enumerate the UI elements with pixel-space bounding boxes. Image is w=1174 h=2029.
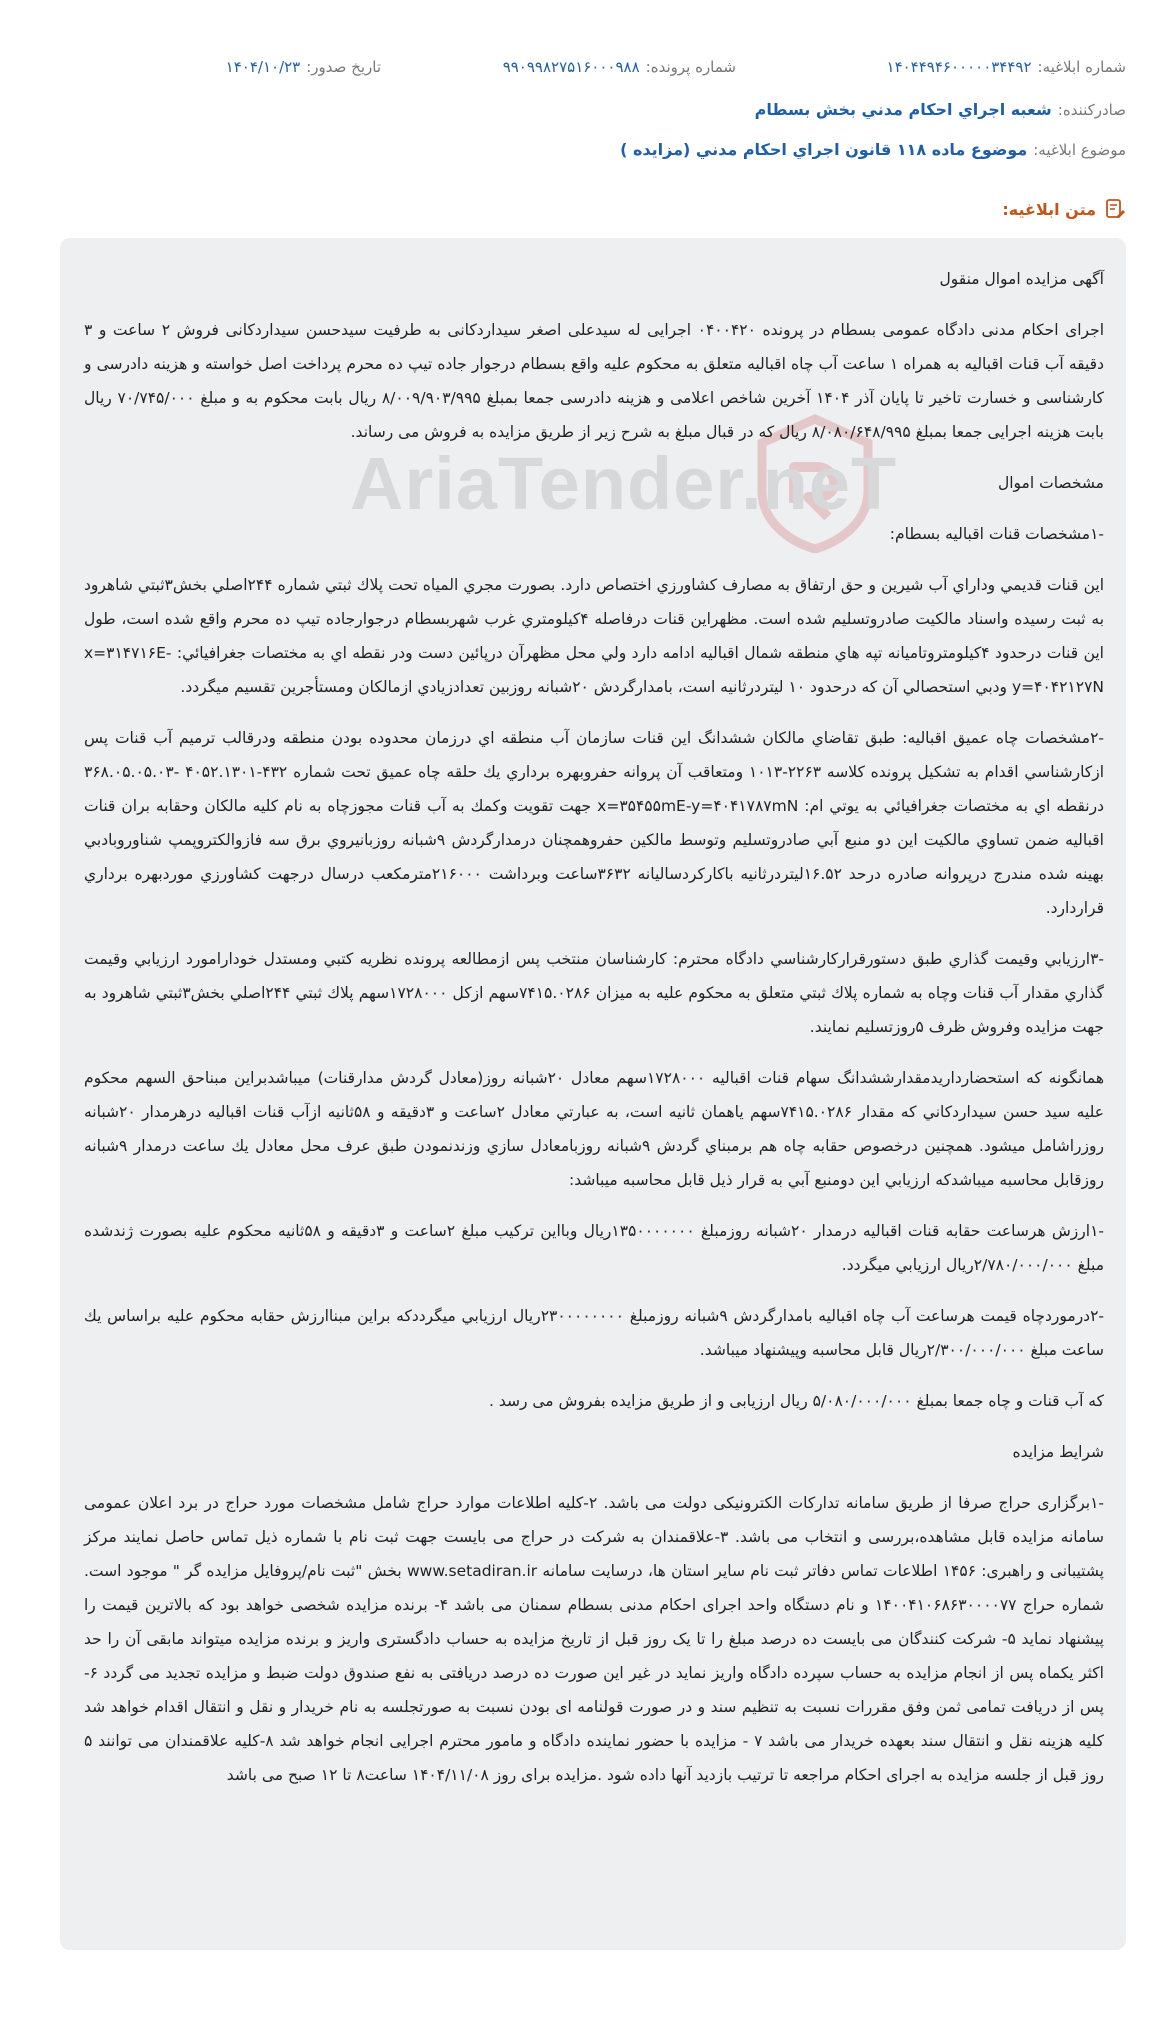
notice-content <box>84 262 1104 1792</box>
case-number <box>503 58 736 76</box>
issue-date-label: تاریخ صدور: <box>306 58 381 76</box>
paragraph-intro: اجرای احکام مدنی دادگاه عمومی بسطام در پرونده ۰۴۰۰۴۲۰ اجرایی له سیدعلی اصغر سیداردکانی به طرفیت سیدحسن سیداردکانی فروش ۲ ساعت و ۳ دقیقه آب قنات اقبالیه به همراه ۱ ساعت آب چاه اقبالیه متعلق به محکوم علیه واقع بسطام درجوار جاده تیپ ده محرم پرداخت اصل خواسته و هزینه دادرسی و کارشناسی و خسارت تاخیر تا پایان آذر ۱۴۰۴ آخرین شاخص اعلامی و هزینه دادرسی جمعا بمبلغ ۸/۰۰۹/۹۰۳/۹۹۵ ریال بابت محکوم به و مبلغ ۷۰/۷۴۵/۰۰۰ ریال بابت هزینه اجرایی جمعا بمبلغ ۸/۰۸۰/۶۴۸/۹۹۵ ریال که در قبال مبلغ به شرح زیر از طریق مزایده به فروش می رساند. <box>84 321 1104 441</box>
notice-text-title <box>1002 198 1126 220</box>
watermark-text: AriaTender.neT <box>350 442 898 525</box>
paragraph-conditions-heading: شرایط مزایده <box>1012 1443 1104 1461</box>
paragraph-shares: همانگونه كه استحضارداريدمقدارششدانگ سهام قنات اقباليه ۱۷۲۸۰۰۰سهم معادل ۲۰شبانه روز(معادل گردش مدارقنات) ميباشدبراين مبناحق السهم محكوم عليه سيد حسن سيداردكاني كه مقدار ۷۴۱۵.۰۲۸۶سهم ياهمان ثانيه است، به عبارتي معادل ۲ساعت و ۳دقيقه و ۵۸ثانيه ازآب قنات اقباليه درهرمدار ۲۰شبانه روزراشامل ميشود. همچنين درخصوص حقابه چاه هم برمبناي گردش ۹شبانه روزبامعادل سازي وزندنمودن طبق عرف محل معادل يك ساعت درمدار ۹شبانه روزقابل محاسبه ميباشدكه ارزيابي اين دومنبع آبي به قرار ذيل قابل محاسبه ميباشد: <box>84 1069 1105 1189</box>
subject-row <box>60 140 1126 159</box>
paragraph-valuation: -۳ارزيابي وقيمت گذاري طبق دستورقراركارشناسي دادگاه محترم: كارشناسان منتخب پس ازمطالعه پرونده نظريه كتبي ومستدل خودارامورد ارزيابي وقيمت گذاري مقدار آب قنات وچاه به شماره پلاك ثبتي متعلق به محكوم عليه به ميزان ۷۴۱۵.۰۲۸۶سهم ازكل ۱۷۲۸۰۰۰سهم پلاك ثبتي ۲۴۴اصلي بخش۳ثبتي شاهرود به جهت مزايده وفروش ظرف ۵روزتسليم نمايند. <box>84 950 1104 1036</box>
issuer-label: صادرکننده: <box>1057 101 1126 119</box>
notice-body <box>60 238 1126 1950</box>
paragraph-assets-heading: مشخصات اموال <box>997 474 1104 492</box>
paragraph-qanat-details: اين قنات قديمي وداراي آب شيرين و حق ارتفاق به مصارف كشاورزي اختصاص دارد. بصورت مجري المياه تحت پلاك ثبتي شماره ۲۴۴اصلي بخش۳ثبتي شاهرود به ثبت رسيده واسناد مالكيت صادروتسليم شده است. مظهراين قنات درفاصله ۴كيلومتري غرب شهربسطام درجوارجاده تيپ ده محرم واقع شده است، طول اين قنات درحدود ۴كيلومتروتاميانه تپه هاي منطقه شمال اقباليه ادامه دارد ولي محل مظهرآن درپائين دست ودر نقطه اي به مختصات جغرافيائي: x=۳۱۴۷۱۶E-y=۴۰۴۲۱۲۷N ودبي استحصالي آن كه درحدود ۱۰ ليتردرثانيه است، بامدارگردش ۲۰شبانه روزبين تعدادزيادي ازمالكان ومستأجرين تقسيم ميگردد. <box>84 576 1105 696</box>
notice-number-value: ۱۴۰۴۴۹۴۶۰۰۰۰۰۳۴۴۹۲ <box>886 58 1032 76</box>
notice-number-label: شماره ابلاغيه: <box>1037 58 1126 76</box>
issuer-row <box>60 100 1126 119</box>
paragraph-well-details: -۲مشخصات چاه عميق اقباليه: طبق تقاضاي مالكان ششدانگ اين قنات سازمان آب منطقه اي درزمان محدوده بودن منطقه ودرقالب ترميم آب قنات پس ازكارشناسي اقدام به تشكيل پرونده كلاسه ۲۲۶۳-۱۰۱۳ ومتعاقب آن پروانه حفروبهره برداري يك حلقه چاه عميق تحت شماره ۴۳۲-۴۰۵۲.۱۳۰۱ -۳۶۸.۰۵.۰۵.۰۳ درنقطه اي به مختصات جغرافيائي به يوتي ام: x=۳۵۴۵۵mE-y=۴۰۴۱۷۸۷mN جهت تقويت وكمك به آب قنات مجوزچاه به نام كليه مالكان وحقابه بران قنات اقباليه ضمن تساوي مالكيت اين دو منبع آبي صادروتسليم وتوسط مالكين حفروهمچنان درمدارگردش ۹شبانه روزبانيروي برق سه فازوالكتروپمپ شناوروبادبي بهينه شده مندرج درپروانه صادره درحد ۱۶.۵۲ليتردرثانيه باكاركردساليانه ۳۶۳۲ساعت وبرداشت ۲۱۶۰۰۰مترمكعب درسال درجهت كشاورزي موردبهره برداري قراردارد. <box>84 729 1105 917</box>
paragraph-total: که آب قنات و چاه جمعا بمبلغ ۵/۰۸۰/۰۰۰/۰۰۰ ریال ارزیابی و از طریق مزایده بفروش می رسد . <box>489 1392 1104 1410</box>
meta-row <box>60 58 1126 82</box>
paragraph-well-value: -۲درموردچاه قيمت هرساعت آب چاه اقباليه بامدارگردش ۹شبانه روزمبلغ ۲۳۰۰۰۰۰۰۰۰ريال ارزيابي ميگرددكه براين مبناارزش حقابه محكوم عليه براساس يك ساعت مبلغ ۲/۳۰۰/۰۰۰/۰۰۰ريال قابل محاسبه وپيشنهاد ميباشد. <box>84 1307 1105 1359</box>
issuer-value: شعبه اجراي احكام مدني بخش بسطام <box>754 100 1052 119</box>
notice-number <box>887 58 1126 76</box>
subject-label: موضوع ابلاغيه: <box>1033 141 1126 159</box>
issue-date-value: ۱۴۰۴/۱۰/۲۳ <box>225 58 301 76</box>
paragraph-qanat-heading: -۱مشخصات قنات اقباليه بسطام: <box>889 525 1104 543</box>
case-number-value: ۹۹۰۹۹۸۲۷۵۱۶۰۰۰۹۸۸ <box>502 58 640 76</box>
paragraph-qanat-value: -۱ارزش هرساعت حقابه قنات اقباليه درمدار ۲۰شبانه روزمبلغ ۱۳۵۰۰۰۰۰۰۰ريال وبااين تركيب مبلغ ۲ساعت و ۳دقيقه و ۵۸ثانيه محكوم عليه بصورت ژندشده مبلغ ۲/۷۸۰/۰۰۰/۰۰۰ريال ارزيابي ميگردد. <box>84 1222 1105 1274</box>
section-title: متن ابلاغيه: <box>1002 199 1096 219</box>
paragraph-conditions: -۱برگزاری حراج صرفا از طریق سامانه تدارکات الکترونیکی دولت می باشد. ۲-کلیه اطلاعات موارد حراج شامل مشخصات مورد حراج در برد اعلان عمومی سامانه مزایده قابل مشاهده،بررسی و انتخاب می باشد. ۳-علاقمندان به شرکت در حراج می بایست جهت ثبت نام با شماره ذیل تماس حاصل نمایند مرکز پشتیبانی و راهبری: ۱۴۵۶ اطلاعات تماس دفاتر ثبت نام سایر استان ها، درسایت سامانه www.setadiran.ir بخش "ثبت نام/پروفایل مزایده گر " موجود است. شماره حراج ۱۴۰۰۴۱۰۶۸۶۳۰۰۰۰۷۷ و نام دستگاه واحد اجرای احکام مدنی بسطام سمنان می باشد ۴- برنده مزایده شخصی خواهد بود که بالاترین قیمت را پیشنهاد نماید ۵- شرکت کنندگان می بایست ده درصد مبلغ را تا یک روز قبل از تاریخ مزایده به حساب دادگستری واریز و برنده مزایده میتواند مابقی آن را حد اکثر یکماه پس از انجام مزایده به حساب سپرده دادگاه واریز نماید در غیر این صورت ده درصد دریافتی به نفع صندوق دولت ضبط و مزایده تجدید می گردد ۶- پس از دریافت تمامی ثمن وفق مقررات نسبت به تنظیم سند و در صورت قولنامه ای بودن نسبت به صورتجلسه به نام خریدار و نقل و انتقال اقدام خواهد شد کلیه هزینه نقل و انتقال سند بعهده خریدار می باشد ۷ - مزایده با حضور نماینده دادگاه و مامور محترم اجرایی انجام خواهد شد ۸-کلیه علاقمندان می توانند ۵ روز قبل از جلسه مزایده به اجرای احکام مراجعه تا ترتیب بازدید آنها داده شود .مزایده برای روز ۱۴۰۴/۱۱/۰۸ ساعت۸ تا ۱۲ صبح می باشد <box>84 1494 1105 1784</box>
subject-value: موضوع ماده ۱۱۸ قانون اجراي احكام مدني (مزايده ) <box>620 140 1028 159</box>
paragraph-title: آگهی مزایده اموال منقول <box>939 270 1104 288</box>
case-number-label: شماره پرونده: <box>645 58 736 76</box>
issue-date <box>226 58 381 76</box>
document-edit-icon <box>1104 198 1126 220</box>
